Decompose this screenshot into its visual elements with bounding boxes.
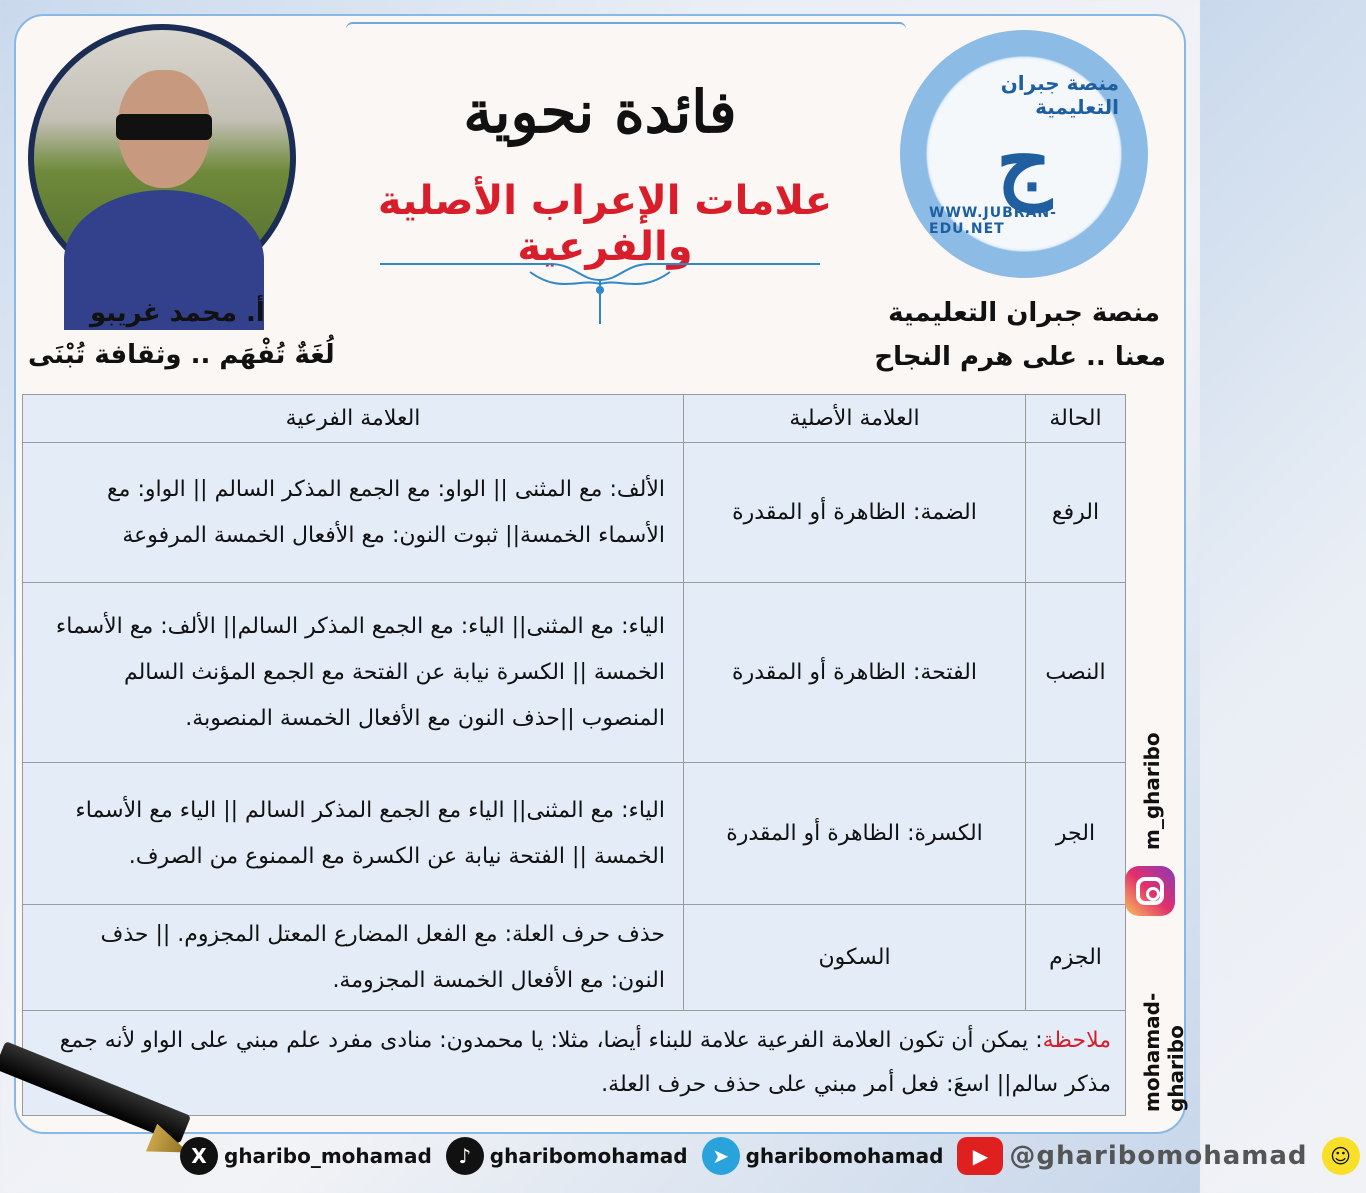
header-sub: العلامة الفرعية: [23, 395, 684, 443]
table-row: [23, 443, 1126, 583]
platform-logo: [900, 30, 1148, 278]
note-row: [23, 1011, 1126, 1116]
youtube-icon: ▶: [957, 1137, 1003, 1175]
social-telegram[interactable]: [702, 1137, 944, 1175]
title-ornament: [380, 244, 820, 324]
original-cell: السكون: [684, 905, 1026, 1011]
grammar-table: [22, 394, 1126, 1116]
instagram-handle[interactable]: m_gharibo: [1140, 732, 1164, 850]
header-original: العلامة الأصلية: [684, 395, 1026, 443]
original-cell: الفتحة: الظاهرة أو المقدرة: [684, 583, 1026, 763]
logo-inner: [929, 59, 1119, 249]
note-label: ملاحظة: [1042, 1028, 1111, 1053]
youtube-handle: @gharibomohamad: [1009, 1141, 1308, 1171]
logo-glyph: ج: [996, 111, 1052, 212]
note-cell: [23, 1011, 1126, 1116]
note-text: : يمكن أن تكون العلامة الفرعية علامة للبناء أيضا، مثلا: يا محمدون: منادى مفرد علم مبني على الواو لأنه جمع مذكر سالم|| اسعَ: فعل أمر مبني على حذف حرف العلة.: [59, 1028, 1111, 1097]
social-footer: [180, 1130, 1351, 1182]
table-row: [23, 763, 1126, 905]
snapchat-icon: ☺: [1322, 1137, 1360, 1175]
telegram-icon: ➤: [702, 1137, 740, 1175]
header-case: الحالة: [1026, 395, 1126, 443]
table-header-row: [23, 395, 1126, 443]
author-photo: [28, 24, 296, 292]
social-snapchat[interactable]: [1322, 1137, 1366, 1175]
social-tiktok[interactable]: [446, 1137, 688, 1175]
social-x[interactable]: [180, 1137, 432, 1175]
case-cell: الجر: [1026, 763, 1126, 905]
tiktok-handle: gharibomohamad: [489, 1144, 688, 1168]
original-cell: الضمة: الظاهرة أو المقدرة: [684, 443, 1026, 583]
platform-slogan: معنا .. على هرم النجاح: [874, 342, 1166, 372]
photo-sunglasses: [116, 114, 212, 140]
author-name: أ. محمد غريبو: [90, 298, 265, 328]
case-cell: الجزم: [1026, 905, 1126, 1011]
logo-url: WWW.JUBRAN-EDU.NET: [929, 205, 1057, 237]
author-slogan: لُغَةٌ تُفْهَم .. وثقافة تُبْنَى: [28, 340, 335, 370]
linkedin-handle[interactable]: mohamad-gharibo: [1140, 992, 1188, 1112]
sub-cell: حذف حرف العلة: مع الفعل المضارع المعتل المجزوم. || حذف النون: مع الأفعال الخمسة المجزومة.: [23, 905, 684, 1011]
x-handle: gharibo_mohamad: [224, 1144, 432, 1168]
platform-name: منصة جبران التعليمية: [888, 298, 1160, 328]
case-cell: الرفع: [1026, 443, 1126, 583]
table-row: [23, 583, 1126, 763]
page-title: فائدة نحوية: [463, 78, 737, 146]
sub-cell: الألف: مع المثنى || الواو: مع الجمع المذكر السالم || الواو: مع الأسماء الخمسة|| ثبوت النون: مع الأفعال الخمسة المرفوعة: [23, 443, 684, 583]
x-icon: X: [180, 1137, 218, 1175]
sub-cell: الياء: مع المثنى|| الياء مع الجمع المذكر السالم || الياء مع الأسماء الخمسة || الفتحة نيابة عن الكسرة مع الممنوع من الصرف.: [23, 763, 684, 905]
case-cell: النصب: [1026, 583, 1126, 763]
instagram-icon[interactable]: [1125, 866, 1175, 916]
top-accent-line: [346, 22, 906, 36]
page-subtitle: علامات الإعراب الأصلية والفرعية: [377, 178, 833, 270]
logo-top-text: منصة جبران التعليمية: [1000, 71, 1119, 119]
telegram-handle: gharibomohamad: [745, 1144, 944, 1168]
table-row: [23, 905, 1126, 1011]
social-youtube[interactable]: [957, 1137, 1307, 1175]
tiktok-icon: ♪: [446, 1137, 484, 1175]
sub-cell: الياء: مع المثنى|| الياء: مع الجمع المذكر السالم|| الألف: مع الأسماء الخمسة || الكسرة نيابة عن الفتحة مع الجمع المؤنث السالم المنصوب ||حذف النون مع الأفعال الخمسة المنصوبة.: [23, 583, 684, 763]
original-cell: الكسرة: الظاهرة أو المقدرة: [684, 763, 1026, 905]
